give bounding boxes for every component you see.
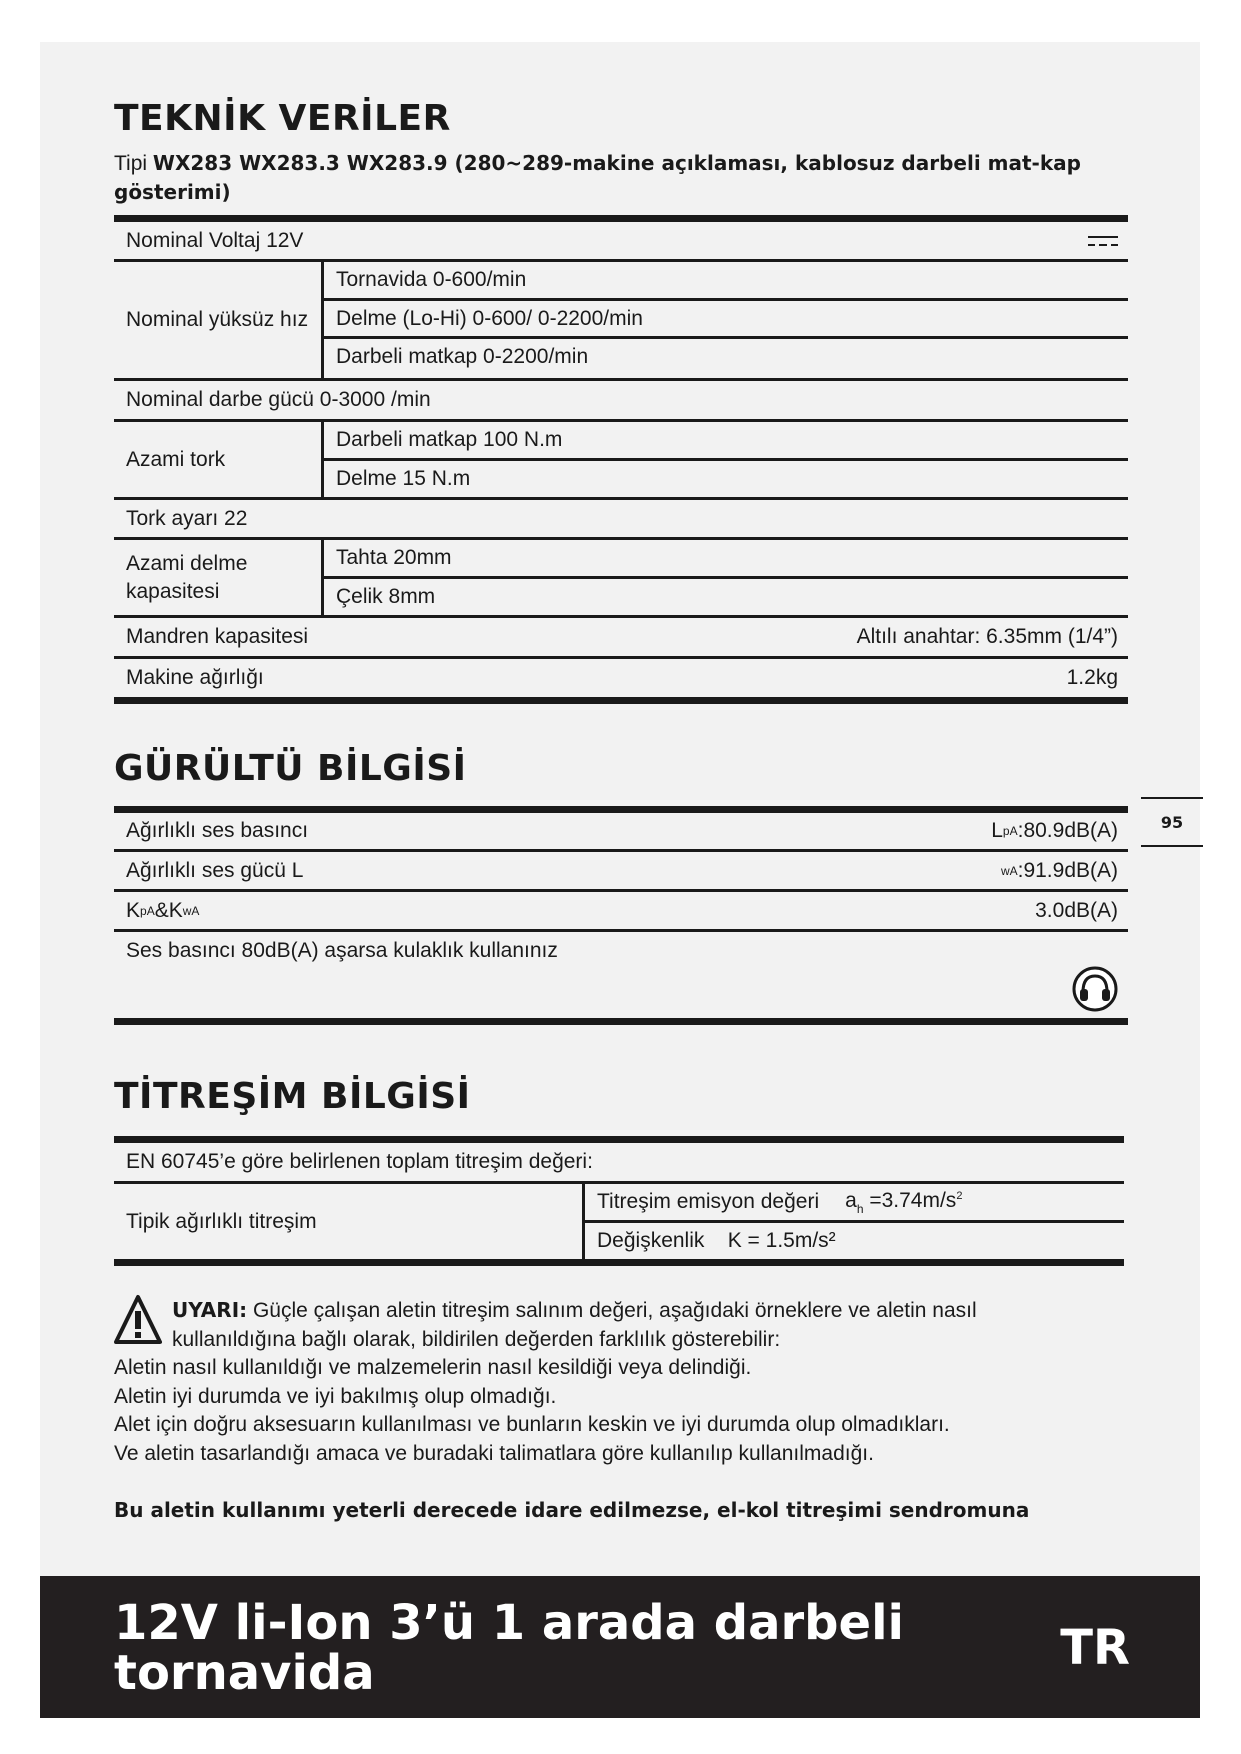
dc-current-icon <box>1076 222 1128 259</box>
model-type: Tipi WX283 WX283.3 WX283.9 (280~289-makine açıklaması, kablosuz darbeli mat-kap gösterimi) <box>114 151 1081 204</box>
warning-keyword: UYARI: <box>172 1298 248 1322</box>
warning-bold-note: Bu aletin kullanımı yeterli derecede idare edilmezse, el-kol titreşimi sendromuna <box>114 1498 1030 1522</box>
warning-triangle-icon <box>114 1294 162 1346</box>
technical-data-table <box>114 215 1128 704</box>
drill-speed: Delme (Lo-Hi) 0-600/ 0-2200/min <box>324 298 1128 336</box>
typical-vibration-label: Tipik ağırlıklı titreşim <box>114 1184 585 1259</box>
no-load-speed-label: Nominal yüksüz hız <box>114 262 324 378</box>
impact-rate-row <box>114 381 1128 422</box>
torque-setting-row <box>114 500 1128 540</box>
vibration-table <box>114 1136 1124 1266</box>
screwdriver-speed: Tornavida 0-600/min <box>336 268 527 291</box>
noise-table <box>114 806 1128 1025</box>
nominal-voltage: Nominal Voltaj 12V <box>126 228 304 252</box>
impact-rate: Nominal darbe gücü 0-3000 /min <box>126 388 431 411</box>
sound-pressure-label: Ağırlıklı ses basıncı <box>126 819 309 842</box>
technical-data-section <box>114 98 1128 207</box>
ear-protection-row <box>114 932 1128 1018</box>
chuck-row <box>114 618 1128 659</box>
warning-item: Aletin iyi durumda ve iyi bakılmış olup olmadığı. <box>114 1384 557 1408</box>
drill-torque: Delme 15 N.m <box>324 458 1128 497</box>
technical-data-title: TEKNİK VERİLER <box>114 98 451 139</box>
vibration-top-rule <box>114 1136 1124 1143</box>
table-top-rule <box>114 215 1128 222</box>
max-torque-label: Azami tork <box>114 422 324 497</box>
sound-power-value: wA :91.9dB(A) <box>1000 858 1118 882</box>
vibration-standard: EN 60745’e göre belirlenen toplam titreşim değeri: <box>126 1150 593 1173</box>
weight-row <box>114 659 1128 697</box>
typical-vibration-row <box>114 1184 1124 1259</box>
warning-item: Aletin nasıl kullanıldığı ve malzemelerin nasıl kesildiği veya delindiği. <box>114 1356 752 1379</box>
warning-line-2: kullanıldığına bağlı olarak, bildirilen değerden farklılık gösterebilir: <box>172 1327 781 1351</box>
footer-banner <box>40 1576 1200 1718</box>
standard-row <box>114 1143 1124 1184</box>
warning-line-1: UYARI: Güçle çalışan aletin titreşim salınım değeri, aşağıdaki örneklere ve aletin nasıl <box>172 1298 977 1322</box>
impact-torque: Darbeli matkap 100 N.m <box>336 428 563 451</box>
sound-power-label: Ağırlıklı ses gücü L <box>126 858 304 882</box>
model-numbers: WX283 WX283.3 WX283.9 (280~289-makine açıklaması, kablosuz darbeli mat-kap gösterimi) <box>114 151 1081 204</box>
ear-protection-icon <box>1060 966 1128 1018</box>
noise-title: GÜRÜLTÜ BİLGİSİ <box>114 748 467 789</box>
noise-bottom-rule <box>114 1018 1128 1025</box>
weight-label: Makine ağırlığı <box>126 666 264 689</box>
warning-item: Alet için doğru aksesuarın kullanılması ve bunların keskin ve iyi durumda olup olmadıkları. <box>114 1413 950 1436</box>
warning-block <box>114 1296 1124 1525</box>
steel-capacity: Çelik 8mm <box>324 576 1128 615</box>
sound-pressure-value: L pA :80.9dB(A) <box>991 819 1118 842</box>
noise-top-rule <box>114 806 1128 813</box>
ear-protection-note: Ses basıncı 80dB(A) aşarsa kulaklık kullanınız <box>126 939 558 962</box>
page-number: 95 <box>1141 797 1203 847</box>
warning-item: Ve aletin tasarlandığı amaca ve buradaki talimatlara göre kullanılıp kullanılmadığı. <box>114 1441 874 1465</box>
nominal-voltage-row <box>114 222 1128 262</box>
impact-drill-speed: Darbeli matkap 0-2200/min <box>324 336 1128 375</box>
noise-section <box>114 748 1128 789</box>
weight-value: 1.2kg <box>1066 666 1118 689</box>
sound-power-row <box>114 852 1128 892</box>
uncertainty-row <box>114 892 1128 932</box>
product-title: 12V li-Ion 3’ü 1 arada darbeli tornavida <box>114 1595 904 1701</box>
vibration-bottom-rule <box>114 1259 1124 1266</box>
uncertainty-k: Değişkenlik K = 1.5m/s² <box>585 1220 1124 1259</box>
torque-setting: Tork ayarı 22 <box>126 506 248 530</box>
vibration-title: TİTREŞİM BİLGİSİ <box>114 1076 471 1117</box>
emission-value: Titreşim emisyon değeri $a_h =3.74m/s^2$ <box>597 1188 963 1216</box>
vibration-section <box>114 1076 1128 1117</box>
chuck-value: Altılı anahtar: 6.35mm (1/4”) <box>856 625 1118 648</box>
language-code: TR <box>1060 1620 1130 1676</box>
chuck-label: Mandren kapasitesi <box>126 625 309 648</box>
max-drill-row <box>114 540 1128 618</box>
uncertainty-value: 3.0dB(A) <box>1035 898 1118 922</box>
max-drill-label: Azami delme kapasitesi <box>114 540 324 615</box>
uncertainty-label: K pA &K wA <box>126 898 200 922</box>
no-load-speed-row <box>114 262 1128 381</box>
wood-capacity: Tahta 20mm <box>336 546 452 569</box>
max-torque-row <box>114 422 1128 500</box>
table-bottom-rule <box>114 697 1128 704</box>
sound-pressure-row <box>114 813 1128 852</box>
